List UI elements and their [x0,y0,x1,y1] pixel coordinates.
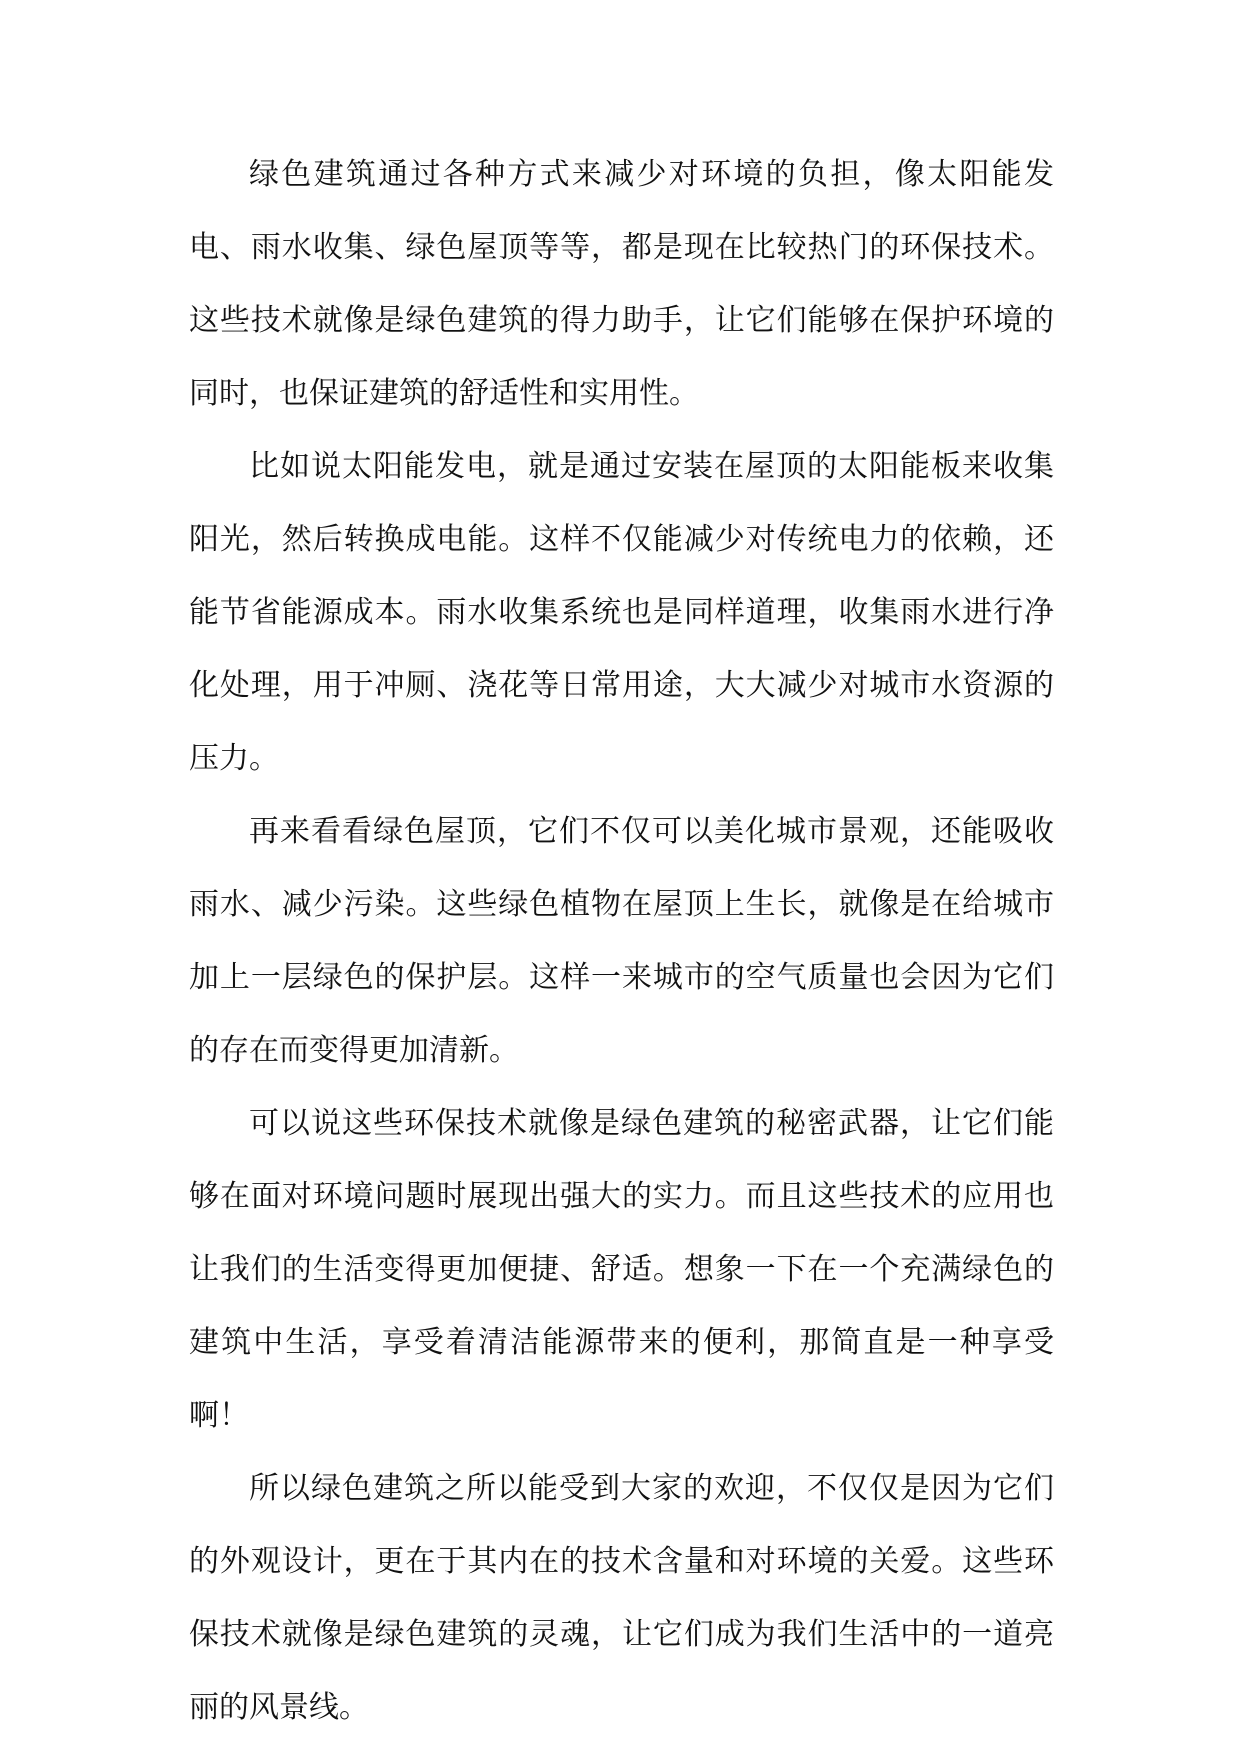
paragraph-4: 可以说这些环保技术就像是绿色建筑的秘密武器，让它们能够在面对环境问题时展现出强大的实力。而且这些技术的应用也让我们的生活变得更加便捷、舒适。想象一下在一个充满绿色的建筑中生活，享受着清洁能源带来的便利，那简直是一种享受啊！ [189,1106,1054,1433]
paragraph-2: 比如说太阳能发电，就是通过安装在屋顶的太阳能板来收集阳光，然后转换成电能。这样不仅能减少对传统电力的依赖，还能节省能源成本。雨水收集系统也是同样道理，收集雨水进行净化处理，用于冲厕、浇花等日常用途，大大减少对城市水资源的压力。 [189,449,1054,776]
document-body [189,138,1054,1744]
paragraph-3: 再来看看绿色屋顶，它们不仅可以美化城市景观，还能吸收雨水、减少污染。这些绿色植物在屋顶上生长，就像是在给城市加上一层绿色的保护层。这样一来城市的空气质量也会因为它们的存在而变得更加清新。 [189,814,1054,1068]
paragraph-1: 绿色建筑通过各种方式来减少对环境的负担，像太阳能发电、雨水收集、绿色屋顶等等，都是现在比较热门的环保技术。这些技术就像是绿色建筑的得力助手，让它们能够在保护环境的同时，也保证建筑的舒适性和实用性。 [189,157,1054,411]
paragraph-5: 所以绿色建筑之所以能受到大家的欢迎，不仅仅是因为它们的外观设计，更在于其内在的技术含量和对环境的关爱。这些环保技术就像是绿色建筑的灵魂，让它们成为我们生活中的一道亮丽的风景线。 [189,1471,1054,1725]
